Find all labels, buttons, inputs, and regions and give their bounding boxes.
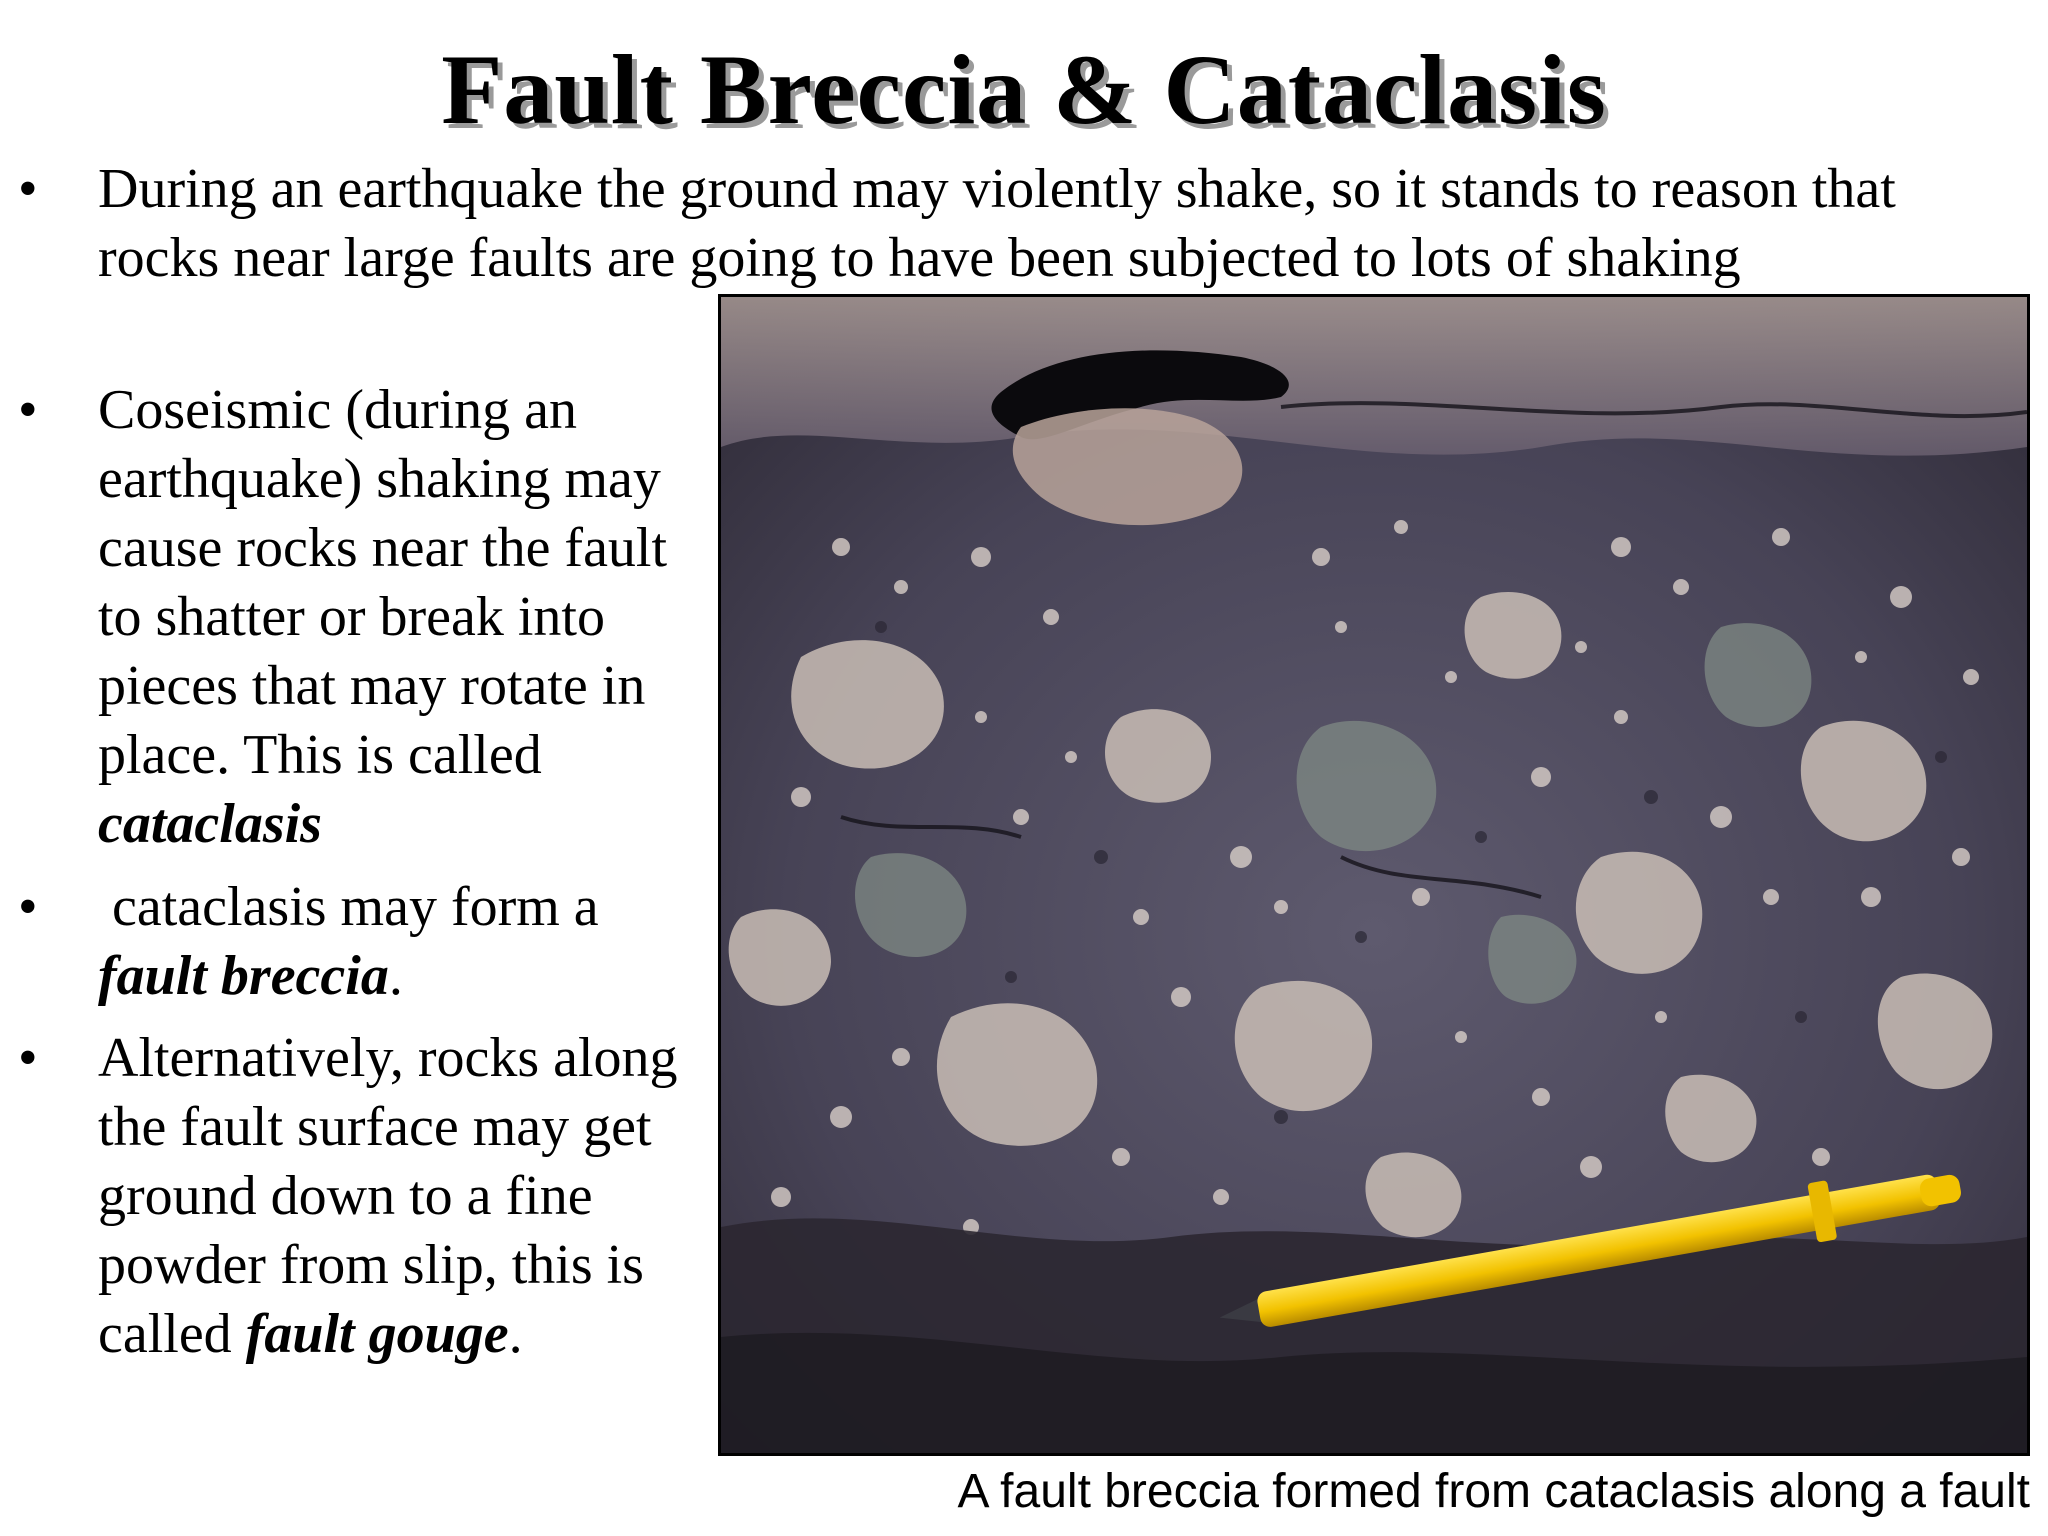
bullet-text-after: . [388,945,403,1007]
fault-breccia-photo [718,294,2030,1456]
bullet-marker: • [18,1027,38,1089]
bullet-marker: • [18,876,38,938]
photo-caption: A fault breccia formed from cataclasis along a fault [957,1465,2030,1518]
slide-title: Fault Breccia & Cataclasis [441,34,1607,145]
bullet-fault-breccia [98,873,718,1011]
bullet-fault-gouge [98,1024,718,1369]
bullet-text: cataclasis may form a [98,876,613,938]
term-fault-breccia: fault breccia [98,945,389,1007]
bullet-coseismic [98,376,718,859]
bullet-marker: • [18,379,38,441]
term-fault-gouge: fault gouge [245,1303,509,1365]
bullet-marker: • [18,158,38,220]
bullet-text-after: . [508,1303,523,1365]
breccia-rock-image [721,297,2027,1453]
bullet-text: Alternatively, rocks along the fault surface may get ground down to a fine powder from slip, this is called [98,1027,678,1365]
bullet-earthquake-shaking [98,155,2018,293]
term-cataclasis: cataclasis [98,793,322,855]
bullet-text: Coseismic (during an earthquake) shaking may cause rocks near the fault to shatter or break into pieces that may rotate in place. This is called [98,379,668,786]
bullet-text: During an earthquake the ground may violently shake, so it stands to reason that rocks near large faults are going to have been subjected to lots of shaking [98,158,1896,289]
